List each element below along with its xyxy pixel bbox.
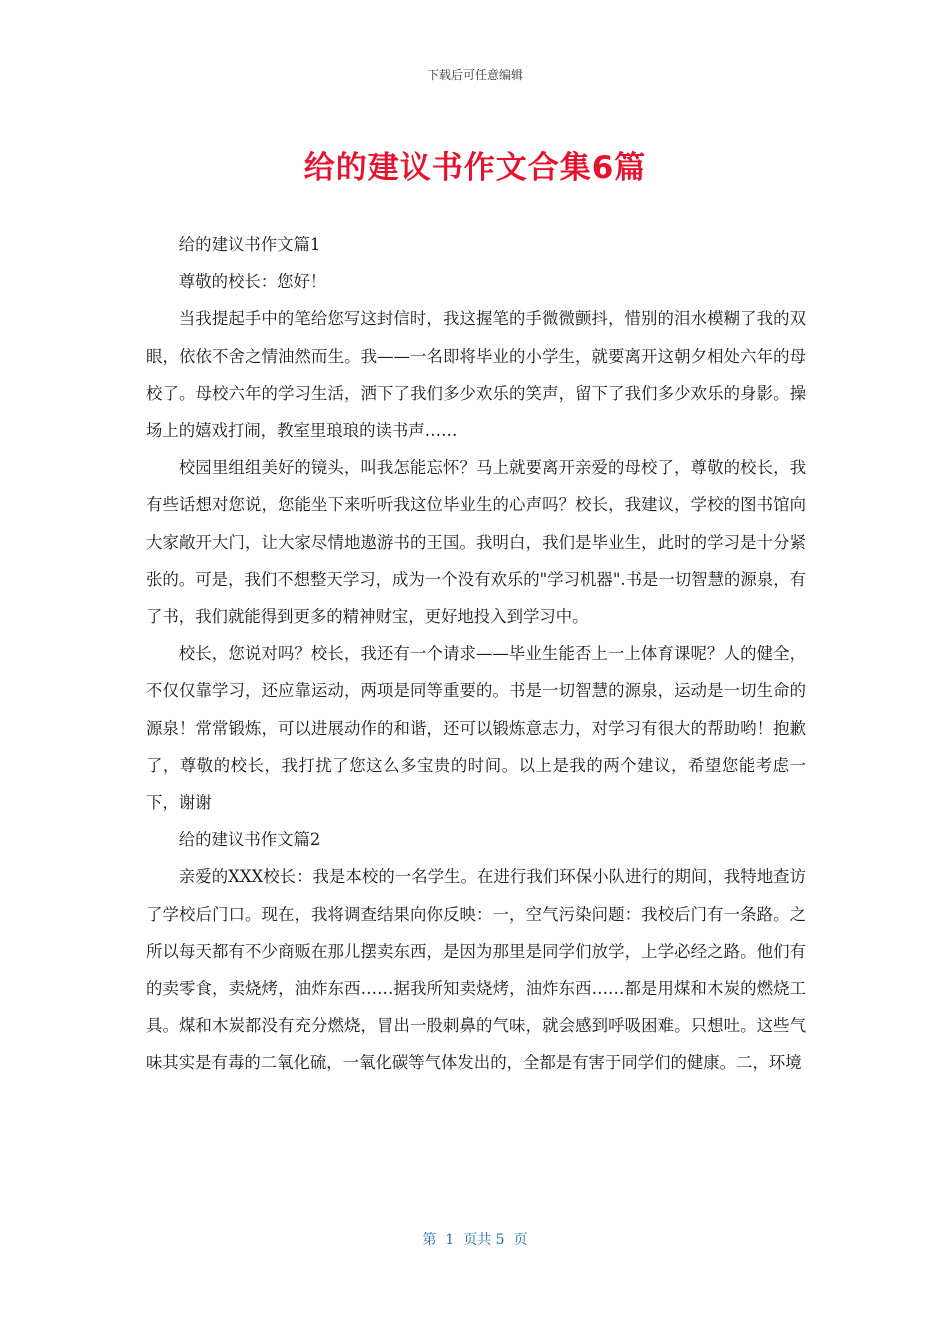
section-heading-1: 给的建议书作文篇1 [178, 235, 321, 254]
page-footer: 第 1 页共 5 页 [422, 1232, 528, 1248]
paragraph: 当我提起手中的笔给您写这封信时，我这握笔的手微微颤抖，惜别的泪水模糊了我的双眼，依依不舍之情油然而生。我——一名即将毕业的小学生，就要离开这朝夕相处六年的母校了。母校六年的学习生活，洒下了我们多少欢乐的笑声，留下了我们多少欢乐的身影。操场上的嬉戏打闹，教室里琅琅的读书声…… [146, 309, 806, 441]
document-title: 给的建议书作文合集6篇 [303, 150, 647, 186]
page-header: 下载后可任意编辑 [426, 68, 523, 82]
salutation: 尊敬的校长：您好！ [178, 272, 327, 292]
section-heading-2: 给的建议书作文篇2 [178, 830, 321, 850]
document-body [146, 226, 806, 1082]
paragraph: 亲爱的XXX校长：我是本校的一名学生。在进行我们环保小队进行的期间，我特地查访了学校后门口。现在，我将调查结果向你反映：一，空气污染问题：我校后门有一条路。之所以每天都有不少商贩在那儿摆卖东西，是因为那里是同学们放学，上学必经之路。他们有的卖零食，卖烧烤，油炸东西……据我所知卖烧烤，油炸东西……都是用煤和木炭的燃烧工具。煤和木炭都没有充分燃烧，冒出一股刺鼻的气味，就会感到呼吸困难。只想吐。这些气味其实是有毒的二氧化硫，一氧化碳等气体发出的，全都是有害于同学们的健康。二，环境 [146, 867, 806, 1073]
paragraph: 校园里组组美好的镜头，叫我怎能忘怀？马上就要离开亲爱的母校了，尊敬的校长，我有些话想对您说，您能坐下来听听我这位毕业生的心声吗？校长，我建议，学校的图书馆向大家敞开大门，让大家尽情地遨游书的王国。我明白，我们是毕业生，此时的学习是十分紧张的。可是，我们不想整天学习，成为一个没有欢乐的"学习机器".书是一切智慧的源泉，有了书，我们就能得到更多的精神财宝，更好地投入到学习中。 [146, 458, 806, 627]
paragraph: 校长，您说对吗？校长，我还有一个请求——毕业生能否上一上体育课呢？人的健全，不仅仅靠学习，还应靠运动，两项是同等重要的。书是一切智慧的源泉，运动是一切生命的源泉！常常锻炼，可以进展动作的和谐，还可以锻炼意志力，对学习有很大的帮助哟！抱歉了，尊敬的校长，我打扰了您这么多宝贵的时间。以上是我的两个建议，希望您能考虑一下，谢谢 [146, 644, 806, 813]
